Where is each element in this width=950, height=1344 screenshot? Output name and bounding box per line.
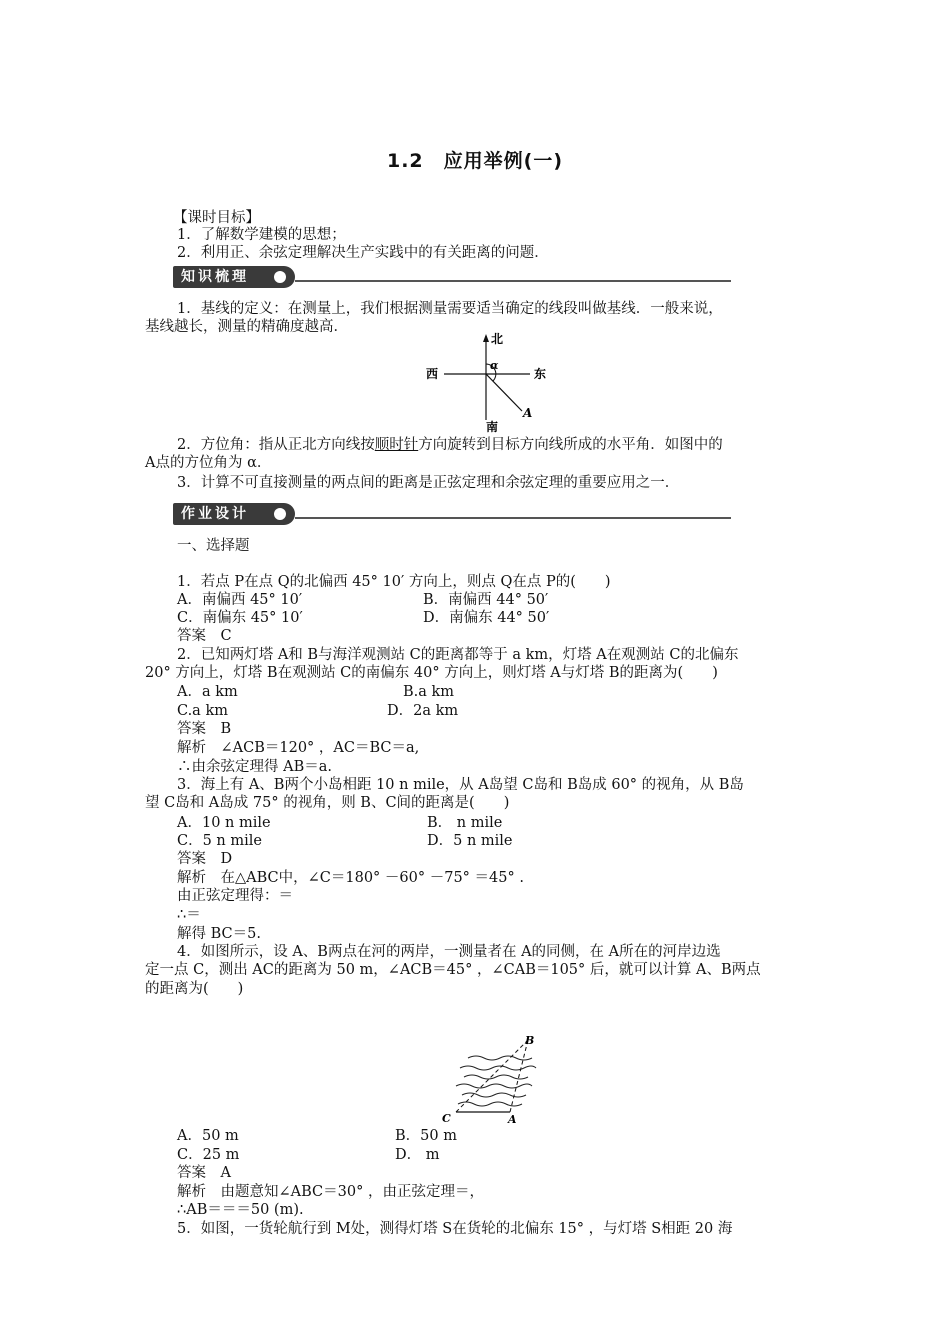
banner-label: 知识梳理 [173,266,295,288]
azimuth-figure [420,332,560,436]
banner-dot [274,271,286,283]
q2-stem-2: 20° 方向上，灯塔 B在观测站 C的南偏东 40° 方向上，则灯塔 A与灯塔 B的距离为( ) [145,665,718,681]
q2-answer: 答案 B [177,721,232,737]
text-segment: 方向旋转到目标方向线所成的水平角．如图中的 [418,437,723,453]
q4-answer: 答案 A [177,1165,231,1181]
banner-rule [295,280,731,282]
paragraph-application: 3．计算不可直接测量的两点间的距离是正弦定理和余弦定理的重要应用之一． [177,475,680,491]
label-alpha: α [490,359,499,372]
q3-option-d: D．5 n mile [427,833,513,849]
q3-option-c: C．5 n mile [177,833,262,849]
segment-ab [510,1040,528,1112]
q4-option-b: B．50 m [395,1128,457,1144]
q2-option-a: A．a km [177,684,238,700]
q1-stem: 1．若点 P在点 Q的北偏西 45° 10′ 方向上，则点 Q在点 P的( ) [177,574,611,590]
north-arrow [483,334,489,342]
q4-option-c: C．25 m [177,1147,240,1163]
q1-option-c: C．南偏东 45° 10′ [177,610,303,626]
q4-analysis-2: ∴AB＝＝＝50 (m). [177,1202,304,1218]
q4-option-a: A．50 m [177,1128,239,1144]
q2-option-b: B.a km [403,684,455,700]
paragraph-azimuth-1 [177,436,723,454]
q2-option-c: C.a km [177,703,228,719]
label-south: 南 [486,420,499,434]
q4-stem-3: 的距离为( ) [145,981,244,997]
objective-item: 1．了解数学建模的思想； [177,227,346,243]
paragraph-baseline-1: 1．基线的定义：在测量上，我们根据测量需要适当确定的线段叫做基线．一般来说， [177,301,723,317]
q3-answer: 答案 D [177,851,233,867]
q3-analysis-4: 解得 BC＝5. [177,926,261,942]
q3-analysis-2: 由正弦定理得：＝ [177,888,293,904]
paragraph-azimuth-2: A点的方位角为 α． [145,455,272,471]
direction-line-a [486,374,522,411]
page-title: 1.2 应用举例(一) [386,150,564,172]
q3-analysis-1: 解析 在△ABC中，∠C＝180° －60° －75° ＝45° . [177,870,524,886]
objective-item: 2．利用正、余弦定理解决生产实践中的有关距离的问题． [177,245,549,261]
q3-option-a: A．10 n mile [177,815,271,831]
q1-answer: 答案 C [177,628,232,644]
q5-stem-1: 5．如图，一货轮航行到 M处，测得灯塔 S在货轮的北偏东 15° ，与灯塔 S相距 20 海 [177,1221,733,1237]
q1-option-a: A．南偏西 45° 10′ [177,592,303,608]
q3-stem-2: 望 C岛和 A岛成 75° 的视角，则 B、C间的距离是( ) [145,795,510,811]
label-b: B [525,1034,535,1047]
label-a: A [508,1113,517,1126]
paragraph-baseline-2: 基线越长，测量的精确度越高． [145,319,348,335]
q4-analysis-1: 解析 由题意知∠ABC＝30° ，由正弦定理＝， [177,1184,484,1200]
river-waves [456,1056,536,1106]
q4-stem-2: 定一点 C，测出 AC的距离为 50 m，∠ACB＝45° ，∠CAB＝105° 后，就可以计算 A、B两点 [145,962,761,978]
q2-stem-1: 2．已知两灯塔 A和 B与海洋观测站 C的距离都等于 a km，灯塔 A在观测站 C的北偏东 [177,647,739,663]
label-point-a: A [523,406,533,420]
banner-label: 作业设计 [173,503,295,525]
banner-dot [274,508,286,520]
label-north: 北 [491,332,504,346]
q2-analysis-1: 解析 ∠ACB＝120° ，AC＝BC＝a, [177,740,420,756]
river-figure [438,1030,548,1130]
q2-analysis-2: ∴由余弦定理得 AB＝a. [177,759,332,775]
label-c: C [442,1112,451,1125]
q1-option-b: B．南偏西 44° 50′ [423,592,549,608]
q1-option-d: D．南偏东 44° 50′ [423,610,550,626]
q4-stem-1: 4．如图所示，设 A、B两点在河的两岸，一测量者在 A的同侧，在 A所在的河岸边选 [177,944,721,960]
q2-option-d: D．2a km [387,703,459,719]
label-east: 东 [534,367,547,381]
q3-analysis-3: ∴＝ [177,907,201,923]
banner-rule [295,517,731,519]
q3-option-b: B． n mile [427,815,503,831]
objectives-heading: 【课时目标】 [173,210,260,226]
underlined-term: 顺时针 [374,437,419,453]
q3-stem-1: 3．海上有 A、B两个小岛相距 10 n mile，从 A岛望 C岛和 B岛成 60° 的视角，从 B岛 [177,777,744,793]
text-segment: 2．方位角：指从正北方向线按 [177,437,375,453]
label-west: 西 [426,367,439,381]
q4-option-d: D． m [395,1147,440,1163]
section-heading-choice: 一、选择题 [177,538,250,554]
